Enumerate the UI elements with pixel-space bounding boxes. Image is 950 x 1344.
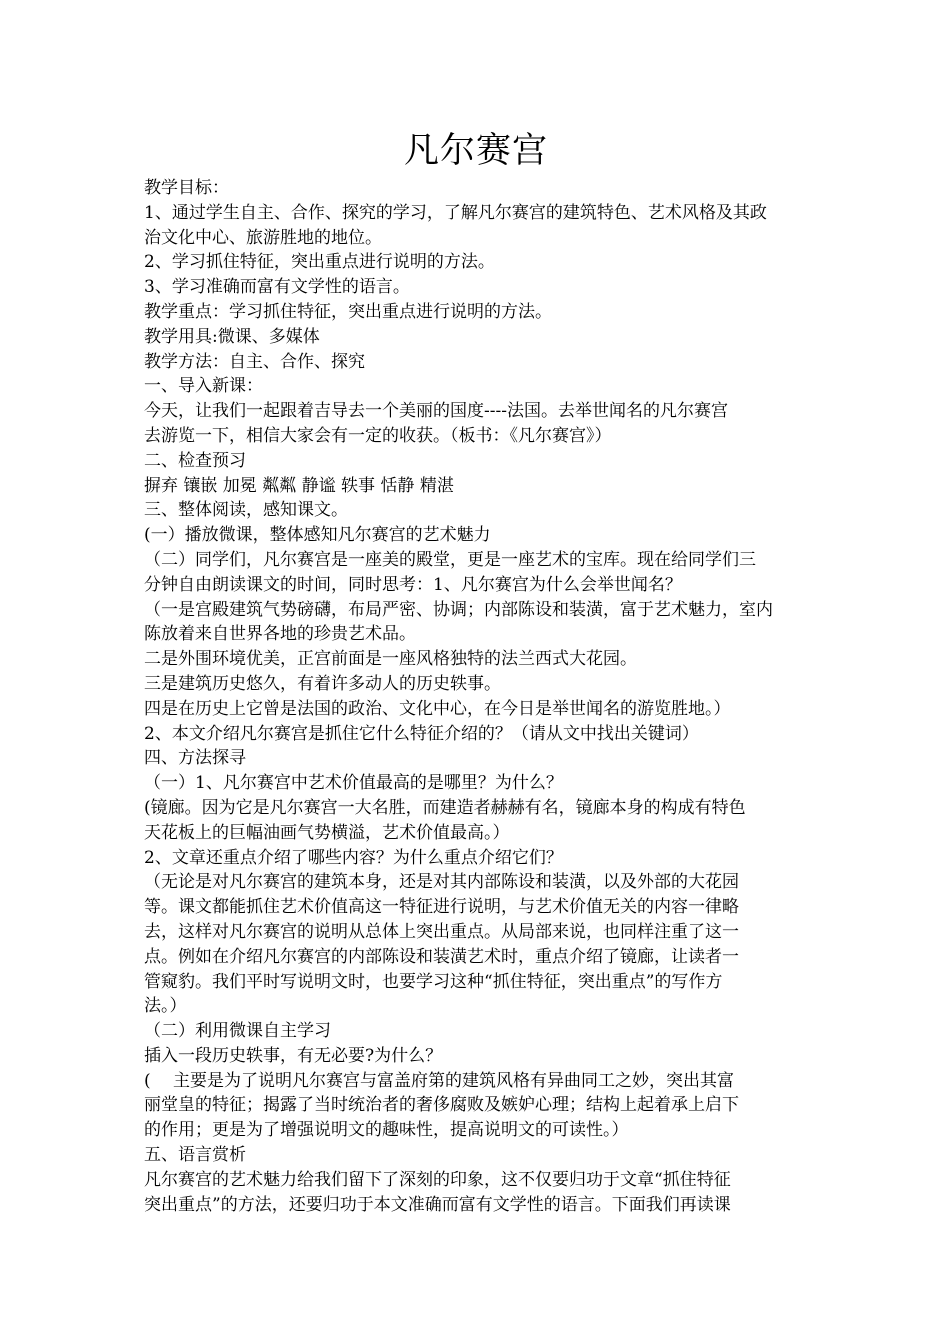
- paragraph: [144, 474, 808, 499]
- text-line: 三、整体阅读，感知课文。: [144, 500, 348, 521]
- paragraph: [144, 746, 808, 771]
- text-line: 3、学习准确而富有文学性的语言。: [144, 277, 410, 298]
- paragraph: [144, 1044, 808, 1069]
- paragraph: [144, 722, 808, 747]
- text-line: （一是宫殿建筑气势磅礴，布局严密、协调；内部陈设和装潢，富于艺术魅力，室内: [144, 599, 773, 620]
- document-title: 凡尔赛宫: [403, 131, 548, 171]
- text-line: 二、检查预习: [144, 450, 246, 471]
- paragraph: [144, 1069, 808, 1143]
- text-line: 法。）: [144, 996, 187, 1017]
- text-line: 天花板上的巨幅油画气势横溢，艺术价值最高。）: [144, 822, 510, 843]
- text-line: 管窥豹。我们平时写说明文时，也要学习这种“抓住特征，突出重点”的写作方: [144, 971, 723, 992]
- text-line: 点。例如在介绍凡尔赛宫的内部陈设和装潢艺术时，重点介绍了镜廊，让读者一: [144, 946, 739, 967]
- paragraph: [144, 399, 808, 449]
- paragraph: [144, 846, 808, 871]
- text-line: 五、语言赏析: [144, 1145, 246, 1166]
- text-line: 四、方法探寻: [144, 748, 246, 769]
- text-line: （无论是对凡尔赛宫的建筑本身，还是对其内部陈设和装潢，以及外部的大花园: [144, 872, 739, 893]
- text-line: 一、导入新课：: [144, 376, 263, 397]
- text-line: 2、学习抓住特征，突出重点进行说明的方法。: [144, 252, 495, 273]
- text-line: （二）同学们，凡尔赛宫是一座美的殿堂，更是一座艺术的宝库。现在给同学们三: [144, 549, 756, 570]
- text-line: 四是在历史上它曾是法国的政治、文化中心，在今日是举世闻名的游览胜地。）: [144, 698, 731, 719]
- paragraph: [144, 1019, 808, 1044]
- paragraph: [144, 300, 808, 325]
- paragraph: [144, 796, 808, 846]
- text-line: 教学用具:微课、多媒体: [144, 326, 320, 347]
- text-line: 教学方法：自主、合作、探究: [144, 351, 365, 372]
- text-line: (一）播放微课，整体感知凡尔赛宫的艺术魅力: [144, 525, 491, 546]
- text-line: 治文化中心、旅游胜地的地位。: [144, 227, 382, 248]
- text-line: ( 主要是为了说明凡尔赛宫与富盖府第的建筑风格有异曲同工之妙，突出其富: [144, 1070, 735, 1091]
- paragraph: [144, 325, 808, 350]
- paragraph: [144, 176, 808, 201]
- paragraph: [144, 1143, 808, 1168]
- text-line: 去，这样对凡尔赛宫的说明从总体上突出重点。从局部来说，也同样注重了这一: [144, 921, 739, 942]
- text-line: 1、通过学生自主、合作、探究的学习，了解凡尔赛宫的建筑特色、艺术风格及其政: [144, 202, 767, 223]
- text-line: 突出重点”的方法，还要归功于本文准确而富有文学性的语言。下面我们再读课: [144, 1194, 731, 1215]
- text-line: （二）利用微课自主学习: [144, 1021, 331, 1042]
- text-line: 等。课文都能抓住艺术价值高这一特征进行说明，与艺术价值无关的内容一律略: [144, 897, 739, 918]
- text-line: 2、本文介绍凡尔赛宫是抓住它什么特征介绍的？（请从文中找出关键词）: [144, 723, 699, 744]
- paragraph: [144, 523, 808, 548]
- paragraph: [144, 672, 808, 697]
- text-line: 去游览一下，相信大家会有一定的收获。（板书：《凡尔赛宫》）: [144, 425, 612, 446]
- text-line: 陈放着来自世界各地的珍贵艺术品。: [144, 624, 416, 645]
- paragraph: [144, 374, 808, 399]
- text-line: 三是建筑历史悠久，有着许多动人的历史轶事。: [144, 673, 501, 694]
- paragraph: [144, 449, 808, 474]
- paragraph: [144, 870, 808, 1019]
- paragraph: [144, 548, 808, 598]
- paragraph: [144, 201, 808, 251]
- text-line: 2、文章还重点介绍了哪些内容？为什么重点介绍它们？: [144, 847, 563, 868]
- text-line: 教学重点：学习抓住特征，突出重点进行说明的方法。: [144, 301, 552, 322]
- text-line: 二是外围环境优美，正宫前面是一座风格独特的法兰西式大花园。: [144, 649, 637, 670]
- text-line: 分钟自由朗读课文的时间，同时思考：1、凡尔赛宫为什么会举世闻名？: [144, 574, 682, 595]
- text-line: 凡尔赛宫的艺术魅力给我们留下了深刻的印象，这不仅要归功于文章“抓住特征: [144, 1169, 731, 1190]
- document-page: [144, 126, 808, 1217]
- paragraph: [144, 598, 808, 648]
- paragraph: [144, 697, 808, 722]
- paragraph: [144, 250, 808, 275]
- paragraph: [144, 647, 808, 672]
- text-line: 丽堂皇的特征；揭露了当时统治者的奢侈腐败及嫉妒心理；结构上起着承上启下: [144, 1095, 739, 1116]
- paragraph: [144, 771, 808, 796]
- paragraph: [144, 275, 808, 300]
- text-line: 的作用；更是为了增强说明文的趣味性，提高说明文的可读性。）: [144, 1120, 629, 1141]
- text-line: 摒弃 镶嵌 加冕 粼粼 静谧 轶事 恬静 精湛: [144, 475, 454, 496]
- paragraph: [144, 350, 808, 375]
- paragraph: [144, 498, 808, 523]
- text-line: 教学目标：: [144, 178, 229, 198]
- text-line: （一）1、凡尔赛宫中艺术价值最高的是哪里？为什么？: [144, 773, 563, 794]
- text-line: 今天，让我们一起跟着吉导去一个美丽的国度----法国。去举世闻名的凡尔赛宫: [144, 401, 728, 422]
- text-line: (镜廊。因为它是凡尔赛宫一大名胜，而建造者赫赫有名，镜廊本身的构成有特色: [144, 797, 746, 818]
- text-line: 插入一段历史轶事，有无必要?为什么？: [144, 1045, 443, 1066]
- paragraph: [144, 1168, 808, 1218]
- document-body: [144, 176, 808, 1217]
